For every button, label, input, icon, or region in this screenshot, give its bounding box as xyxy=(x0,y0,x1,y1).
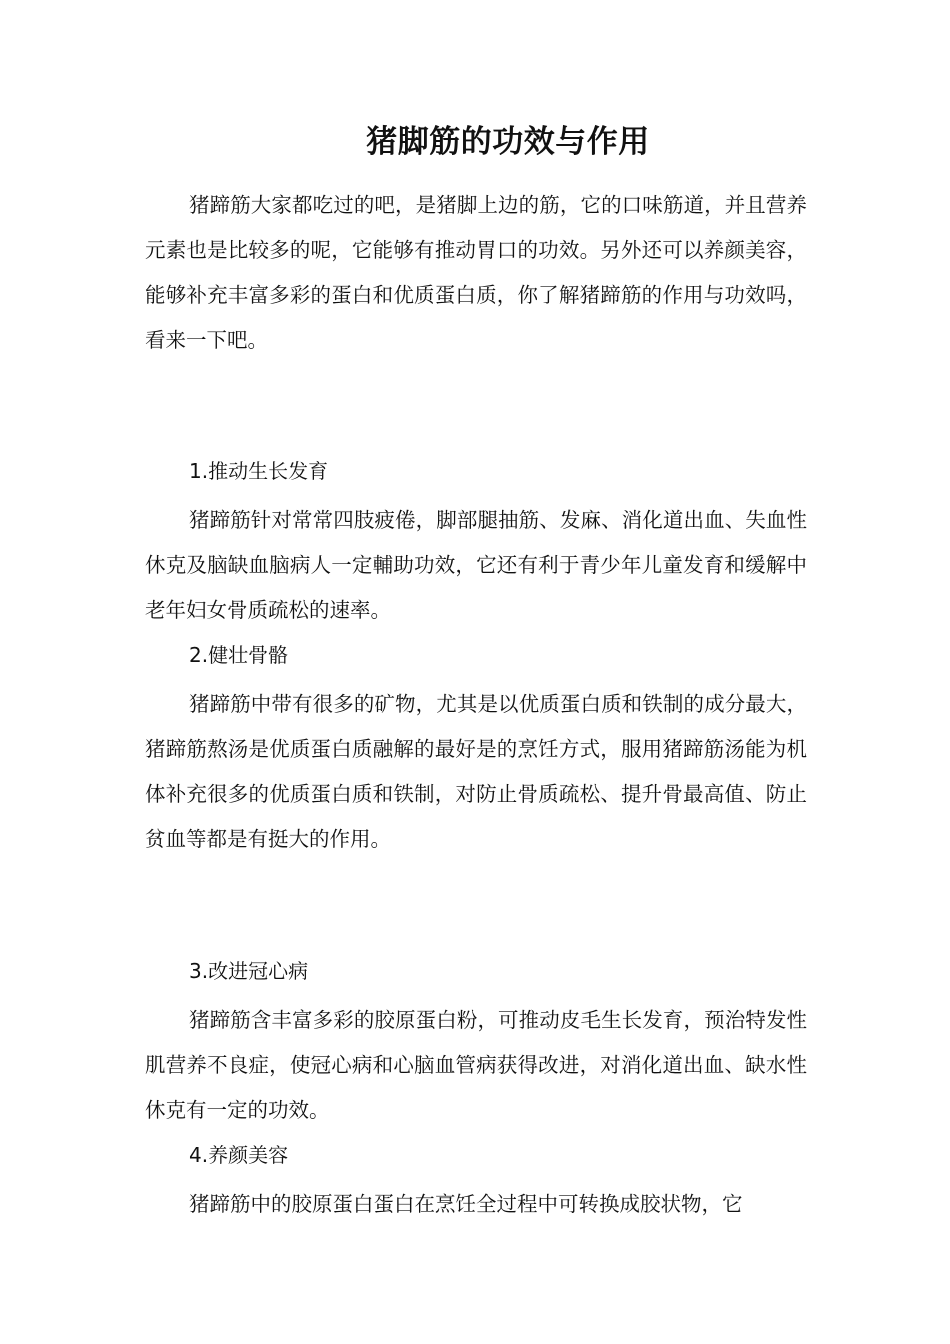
intro-paragraph: 猪蹄筋大家都吃过的吧，是猪脚上边的筋，它的口味筋道，并且营养元素也是比较多的呢，它能够有推动胃口的功效。另外还可以养颜美容，能够补充丰富多彩的蛋白和优质蛋白质，你了解猪蹄筋的作用与功效吗，看来一下吧。 xyxy=(145,193,807,352)
page-title: 猪脚筋的功效与作用 xyxy=(366,124,650,160)
section-body-4: 猪蹄筋中的胶原蛋白蛋白在烹饪全过程中可转换成胶状物，它 xyxy=(189,1192,743,1216)
section-heading-4: 4.养颜美容 xyxy=(189,1143,289,1167)
section-heading-3: 3.改进冠心病 xyxy=(189,959,309,983)
section-heading-1: 1.推动生长发育 xyxy=(189,459,329,483)
section-heading-2: 2.健壮骨骼 xyxy=(189,643,289,667)
section-body-2: 猪蹄筋中带有很多的矿物，尤其是以优质蛋白质和铁制的成分最大，猪蹄筋熬汤是优质蛋白质融解的最好是的烹饪方式，服用猪蹄筋汤能为机体补充很多的优质蛋白质和铁制，对防止骨质疏松、提升骨最高值、防止贫血等都是有挺大的作用。 xyxy=(145,692,807,851)
section-body-1: 猪蹄筋针对常常四肢疲倦，脚部腿抽筋、发麻、消化道出血、失血性休克及脑缺血脑病人一定輔助功效，它还有利于青少年儿童发育和缓解中老年妇女骨质疏松的速率。 xyxy=(145,508,807,622)
section-body-3: 猪蹄筋含丰富多彩的胶原蛋白粉，可推动皮毛生长发育，预治特发性肌营养不良症，使冠心病和心脑血管病获得改进，对消化道出血、缺水性休克有一定的功效。 xyxy=(145,1008,807,1122)
